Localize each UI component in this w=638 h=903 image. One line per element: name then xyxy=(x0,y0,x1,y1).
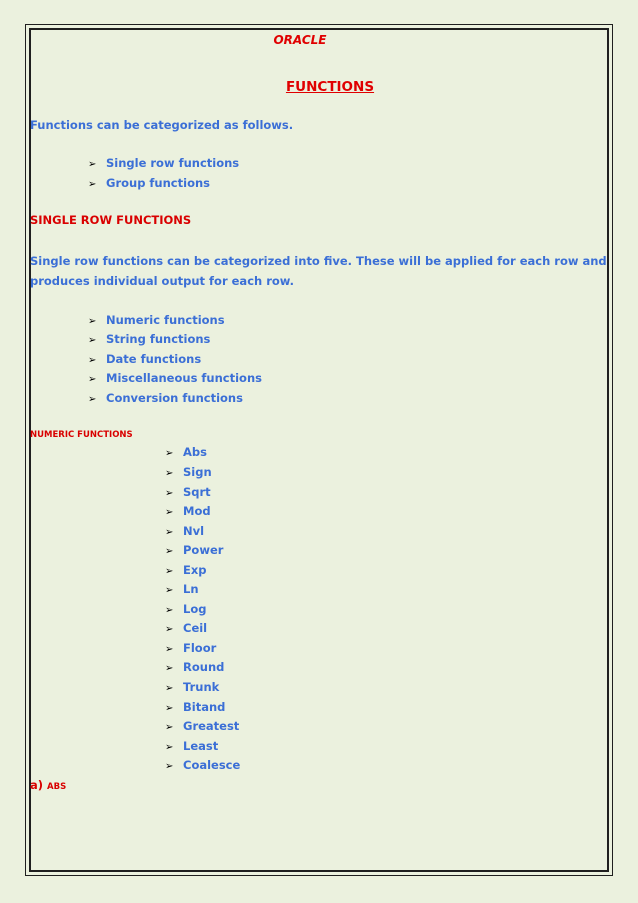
list-item xyxy=(165,582,199,598)
arrow-bullet-icon: ➢ xyxy=(165,624,174,635)
list-item-label: String functions xyxy=(106,332,211,346)
list-item-label: Ln xyxy=(183,582,199,596)
arrow-bullet-icon: ➢ xyxy=(165,663,174,674)
list-item-label: Trunk xyxy=(183,680,220,694)
list-item xyxy=(88,391,243,407)
list-item xyxy=(165,524,204,540)
arrow-bullet-icon: ➢ xyxy=(88,335,97,346)
list-item-label: Single row functions xyxy=(106,156,240,170)
arrow-bullet-icon: ➢ xyxy=(88,374,97,385)
arrow-bullet-icon: ➢ xyxy=(88,179,97,190)
paragraph-line: Single row functions can be categorized into five. These will be applied for each row and xyxy=(30,254,607,268)
list-item-label: Mod xyxy=(183,504,211,518)
list-item xyxy=(165,465,212,481)
list-item-label: Abs xyxy=(183,445,207,459)
list-item xyxy=(165,504,211,520)
list-item-label: Sign xyxy=(183,465,212,479)
page-border-inner xyxy=(29,28,609,872)
list-item xyxy=(165,739,218,755)
arrow-bullet-icon: ➢ xyxy=(165,527,174,538)
list-item-label: Miscellaneous functions xyxy=(106,371,262,385)
list-item-label: Date functions xyxy=(106,352,202,366)
arrow-bullet-icon: ➢ xyxy=(165,468,174,479)
list-item xyxy=(88,371,262,387)
list-item-label: Ceil xyxy=(183,621,208,635)
intro-text: Functions can be categorized as follows. xyxy=(30,118,294,132)
list-item xyxy=(165,758,240,774)
arrow-bullet-icon: ➢ xyxy=(88,355,97,366)
section-heading: NUMERIC FUNCTIONS xyxy=(30,430,133,440)
arrow-bullet-icon: ➢ xyxy=(165,566,174,577)
arrow-bullet-icon: ➢ xyxy=(165,488,174,499)
list-item-label: Group functions xyxy=(106,176,210,190)
list-item xyxy=(165,445,207,461)
list-item xyxy=(165,485,211,501)
list-item-label: Greatest xyxy=(183,719,240,733)
list-item-label: Power xyxy=(183,543,224,557)
list-item-label: Conversion functions xyxy=(106,391,243,405)
paragraph-line: produces individual output for each row. xyxy=(30,274,295,288)
list-item xyxy=(88,332,210,348)
list-item xyxy=(165,700,225,716)
list-item xyxy=(165,602,206,618)
arrow-bullet-icon: ➢ xyxy=(88,316,97,327)
list-item-label: Log xyxy=(183,602,207,616)
arrow-bullet-icon: ➢ xyxy=(165,761,174,772)
subsection-label: ABS xyxy=(47,782,67,792)
list-item xyxy=(165,621,207,637)
list-item xyxy=(165,543,223,559)
list-item xyxy=(165,563,207,579)
section-heading: SINGLE ROW FUNCTIONS xyxy=(30,213,192,227)
list-item-label: Coalesce xyxy=(183,758,241,772)
list-item xyxy=(165,680,219,696)
arrow-bullet-icon: ➢ xyxy=(88,159,97,170)
list-item-label: Exp xyxy=(183,563,207,577)
list-item xyxy=(88,156,239,172)
list-item xyxy=(88,313,225,329)
list-item-label: Numeric functions xyxy=(106,313,225,327)
arrow-bullet-icon: ➢ xyxy=(165,683,174,694)
arrow-bullet-icon: ➢ xyxy=(165,722,174,733)
list-item-label: Least xyxy=(183,739,219,753)
page-title: FUNCTIONS xyxy=(285,79,375,95)
list-item xyxy=(88,176,210,192)
list-item-label: Nvl xyxy=(183,524,205,538)
arrow-bullet-icon: ➢ xyxy=(165,448,174,459)
list-item xyxy=(165,641,216,657)
arrow-bullet-icon: ➢ xyxy=(165,585,174,596)
list-item xyxy=(165,719,239,735)
arrow-bullet-icon: ➢ xyxy=(165,703,174,714)
list-item-label: Bitand xyxy=(183,700,226,714)
list-item-label: Sqrt xyxy=(183,485,211,499)
header-title: ORACLE xyxy=(273,33,327,47)
list-item xyxy=(165,660,224,676)
arrow-bullet-icon: ➢ xyxy=(165,546,174,557)
subsection-heading xyxy=(30,778,66,794)
arrow-bullet-icon: ➢ xyxy=(165,644,174,655)
arrow-bullet-icon: ➢ xyxy=(165,605,174,616)
subsection-prefix: a) xyxy=(30,778,44,792)
arrow-bullet-icon: ➢ xyxy=(165,742,174,753)
arrow-bullet-icon: ➢ xyxy=(88,394,97,405)
list-item xyxy=(88,352,201,368)
list-item-label: Round xyxy=(183,660,225,674)
list-item-label: Floor xyxy=(183,641,217,655)
arrow-bullet-icon: ➢ xyxy=(165,507,174,518)
